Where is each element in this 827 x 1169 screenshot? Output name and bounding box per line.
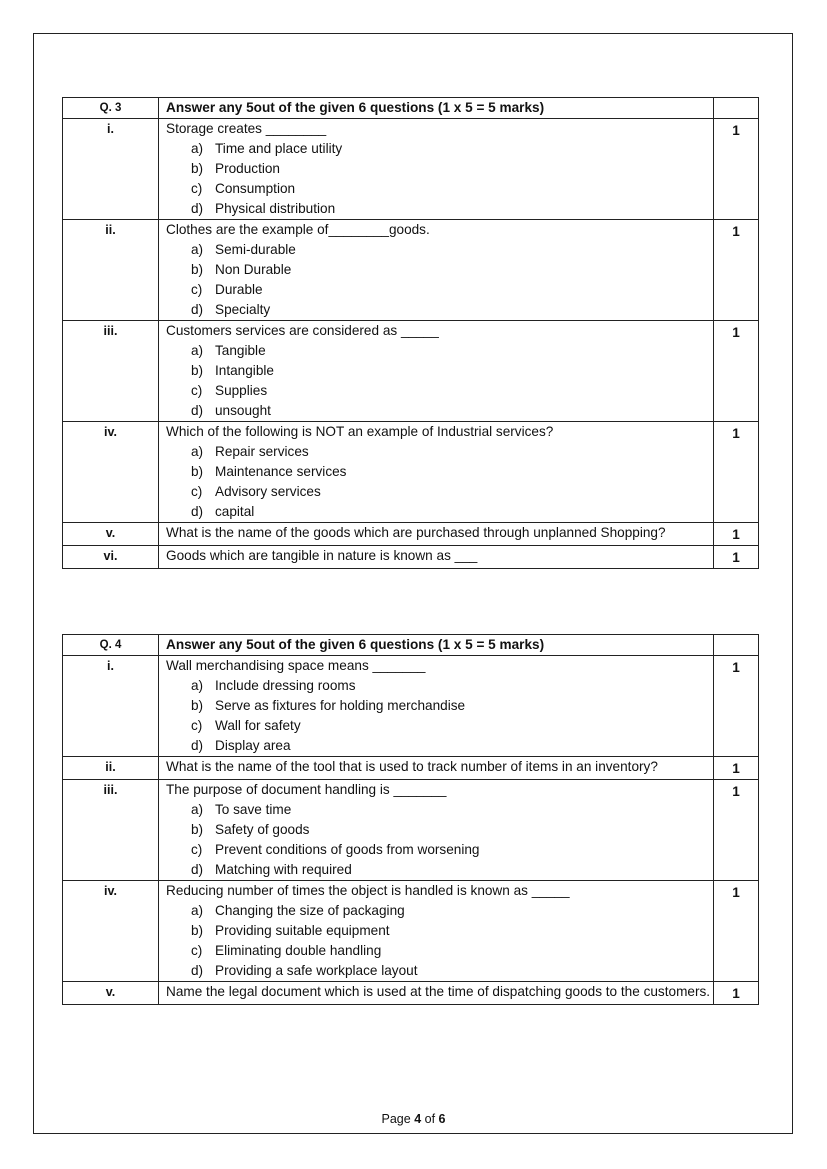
- footer-total-pages: 6: [438, 1112, 446, 1126]
- question-3-marks-header: [714, 98, 759, 119]
- option-item: [191, 179, 713, 199]
- question-text: Reducing number of times the object is handled is known as _____: [166, 883, 570, 898]
- question-item-number: vi.: [63, 546, 159, 569]
- option-text: Prevent conditions of goods from worsening: [215, 842, 480, 857]
- option-text: Changing the size of packaging: [215, 903, 405, 918]
- question-item-cell: [159, 321, 714, 422]
- question-text: Storage creates ________: [166, 121, 327, 136]
- question-text: Goods which are tangible in nature is known as ___: [166, 548, 478, 563]
- option-item: [191, 199, 713, 219]
- option-label: a): [191, 802, 204, 817]
- question-4-number: Q. 4: [63, 635, 159, 656]
- option-item: [191, 442, 713, 462]
- option-item: [191, 280, 713, 300]
- question-3-table: [62, 97, 759, 569]
- question-item-cell: [159, 656, 714, 757]
- marks-value: 1: [732, 885, 740, 900]
- marks-cell: [714, 220, 759, 321]
- question-item-cell: [159, 881, 714, 982]
- question-text: The purpose of document handling is _______: [166, 782, 447, 797]
- question-row: [63, 523, 759, 546]
- question-3-header-row: [63, 98, 759, 119]
- option-item: [191, 921, 713, 941]
- option-label: d): [191, 738, 204, 753]
- option-label: c): [191, 484, 203, 499]
- option-list: [166, 139, 713, 219]
- option-item: [191, 300, 713, 320]
- question-item-number: ii.: [63, 220, 159, 321]
- question-4-instruction: Answer any 5out of the given 6 questions (1 x 5 = 5 marks): [159, 635, 714, 656]
- option-text: Safety of goods: [215, 822, 310, 837]
- option-text: capital: [215, 504, 255, 519]
- option-list: [166, 341, 713, 421]
- question-item-cell: [159, 780, 714, 881]
- option-label: b): [191, 161, 204, 176]
- option-text: Repair services: [215, 444, 309, 459]
- question-text: Name the legal document which is used at the time of dispatching goods to the customers.: [166, 984, 711, 999]
- question-item-number: iv.: [63, 422, 159, 523]
- page-footer: [0, 1112, 827, 1126]
- option-item: [191, 676, 713, 696]
- footer-middle: of: [421, 1112, 439, 1126]
- option-item: [191, 961, 713, 981]
- option-text: Maintenance services: [215, 464, 347, 479]
- option-label: a): [191, 242, 204, 257]
- question-text: What is the name of the tool that is used to track number of items in an inventory?: [166, 759, 658, 774]
- question-item-number: iii.: [63, 780, 159, 881]
- marks-cell: [714, 321, 759, 422]
- question-item-cell: [159, 546, 714, 569]
- option-label: c): [191, 383, 203, 398]
- question-row: [63, 881, 759, 982]
- option-label: b): [191, 363, 204, 378]
- marks-cell: [714, 422, 759, 523]
- marks-value: 1: [732, 527, 740, 542]
- marks-value: 1: [732, 986, 740, 1001]
- question-item-number: v.: [63, 982, 159, 1005]
- question-text: Clothes are the example of________goods.: [166, 222, 430, 237]
- option-text: Non Durable: [215, 262, 292, 277]
- marks-cell: [714, 523, 759, 546]
- question-item-number: v.: [63, 523, 159, 546]
- question-3-instruction: Answer any 5out of the given 6 questions (1 x 5 = 5 marks): [159, 98, 714, 119]
- option-text: Intangible: [215, 363, 274, 378]
- option-item: [191, 462, 713, 482]
- option-label: a): [191, 903, 204, 918]
- option-label: a): [191, 444, 204, 459]
- option-label: c): [191, 181, 203, 196]
- option-text: Serve as fixtures for holding merchandise: [215, 698, 466, 713]
- option-label: b): [191, 698, 204, 713]
- option-text: Production: [215, 161, 280, 176]
- option-label: d): [191, 302, 204, 317]
- marks-value: 1: [732, 660, 740, 675]
- question-4-marks-header: [714, 635, 759, 656]
- question-3-number: Q. 3: [63, 98, 159, 119]
- question-text: Which of the following is NOT an example of Industrial services?: [166, 424, 554, 439]
- marks-value: 1: [732, 761, 740, 776]
- option-text: Advisory services: [215, 484, 321, 499]
- option-label: b): [191, 822, 204, 837]
- option-label: c): [191, 282, 203, 297]
- question-item-cell: [159, 523, 714, 546]
- option-item: [191, 260, 713, 280]
- question-row: [63, 321, 759, 422]
- option-item: [191, 901, 713, 921]
- marks-value: 1: [732, 550, 740, 565]
- question-4-table: [62, 634, 759, 1005]
- question-item-number: i.: [63, 656, 159, 757]
- option-label: a): [191, 343, 204, 358]
- option-text: Display area: [215, 738, 291, 753]
- option-text: Time and place utility: [215, 141, 343, 156]
- option-text: Tangible: [215, 343, 266, 358]
- option-item: [191, 840, 713, 860]
- question-item-cell: [159, 422, 714, 523]
- marks-cell: [714, 757, 759, 780]
- marks-value: 1: [732, 325, 740, 340]
- question-item-cell: [159, 119, 714, 220]
- option-item: [191, 361, 713, 381]
- option-label: c): [191, 718, 203, 733]
- marks-cell: [714, 656, 759, 757]
- option-item: [191, 240, 713, 260]
- question-item-cell: [159, 220, 714, 321]
- option-text: Wall for safety: [215, 718, 301, 733]
- question-item-number: iv.: [63, 881, 159, 982]
- marks-value: 1: [732, 224, 740, 239]
- option-text: Providing a safe workplace layout: [215, 963, 418, 978]
- marks-value: 1: [732, 784, 740, 799]
- option-label: d): [191, 504, 204, 519]
- option-label: a): [191, 678, 204, 693]
- option-label: c): [191, 943, 203, 958]
- marks-cell: [714, 881, 759, 982]
- option-list: [166, 676, 713, 756]
- option-item: [191, 341, 713, 361]
- question-item-number: ii.: [63, 757, 159, 780]
- option-text: Specialty: [215, 302, 271, 317]
- option-item: [191, 159, 713, 179]
- option-text: Matching with required: [215, 862, 352, 877]
- option-text: Consumption: [215, 181, 296, 196]
- option-item: [191, 716, 713, 736]
- option-item: [191, 401, 713, 421]
- option-label: a): [191, 141, 204, 156]
- option-list: [166, 442, 713, 522]
- marks-value: 1: [732, 426, 740, 441]
- option-list: [166, 901, 713, 981]
- option-list: [166, 240, 713, 320]
- option-label: b): [191, 923, 204, 938]
- marks-cell: [714, 119, 759, 220]
- question-row: [63, 119, 759, 220]
- question-row: [63, 220, 759, 321]
- option-text: Include dressing rooms: [215, 678, 356, 693]
- option-text: To save time: [215, 802, 292, 817]
- marks-cell: [714, 546, 759, 569]
- question-item-number: iii.: [63, 321, 159, 422]
- option-item: [191, 736, 713, 756]
- option-text: Durable: [215, 282, 263, 297]
- question-item-number: i.: [63, 119, 159, 220]
- question-4-header-row: [63, 635, 759, 656]
- option-text: Semi-durable: [215, 242, 296, 257]
- marks-cell: [714, 780, 759, 881]
- option-item: [191, 860, 713, 880]
- question-row: [63, 757, 759, 780]
- option-label: b): [191, 464, 204, 479]
- question-item-cell: [159, 757, 714, 780]
- option-item: [191, 381, 713, 401]
- option-label: d): [191, 201, 204, 216]
- option-label: d): [191, 963, 204, 978]
- question-item-cell: [159, 982, 714, 1005]
- question-row: [63, 656, 759, 757]
- option-label: c): [191, 842, 203, 857]
- question-text: Customers services are considered as _____: [166, 323, 439, 338]
- question-text: Wall merchandising space means _______: [166, 658, 426, 673]
- option-text: unsought: [215, 403, 271, 418]
- footer-prefix: Page: [381, 1112, 415, 1126]
- question-row: [63, 546, 759, 569]
- marks-value: 1: [732, 123, 740, 138]
- option-text: Providing suitable equipment: [215, 923, 390, 938]
- option-item: [191, 482, 713, 502]
- question-text: What is the name of the goods which are purchased through unplanned Shopping?: [166, 525, 666, 540]
- footer-current-page: 4: [414, 1112, 422, 1126]
- option-item: [191, 502, 713, 522]
- option-item: [191, 139, 713, 159]
- question-row: [63, 780, 759, 881]
- option-list: [166, 800, 713, 880]
- option-text: Eliminating double handling: [215, 943, 382, 958]
- question-row: [63, 422, 759, 523]
- option-item: [191, 800, 713, 820]
- option-label: b): [191, 262, 204, 277]
- question-row: [63, 982, 759, 1005]
- option-item: [191, 820, 713, 840]
- marks-cell: [714, 982, 759, 1005]
- option-text: Supplies: [215, 383, 268, 398]
- option-text: Physical distribution: [215, 201, 336, 216]
- option-item: [191, 696, 713, 716]
- option-label: d): [191, 403, 204, 418]
- option-label: d): [191, 862, 204, 877]
- option-item: [191, 941, 713, 961]
